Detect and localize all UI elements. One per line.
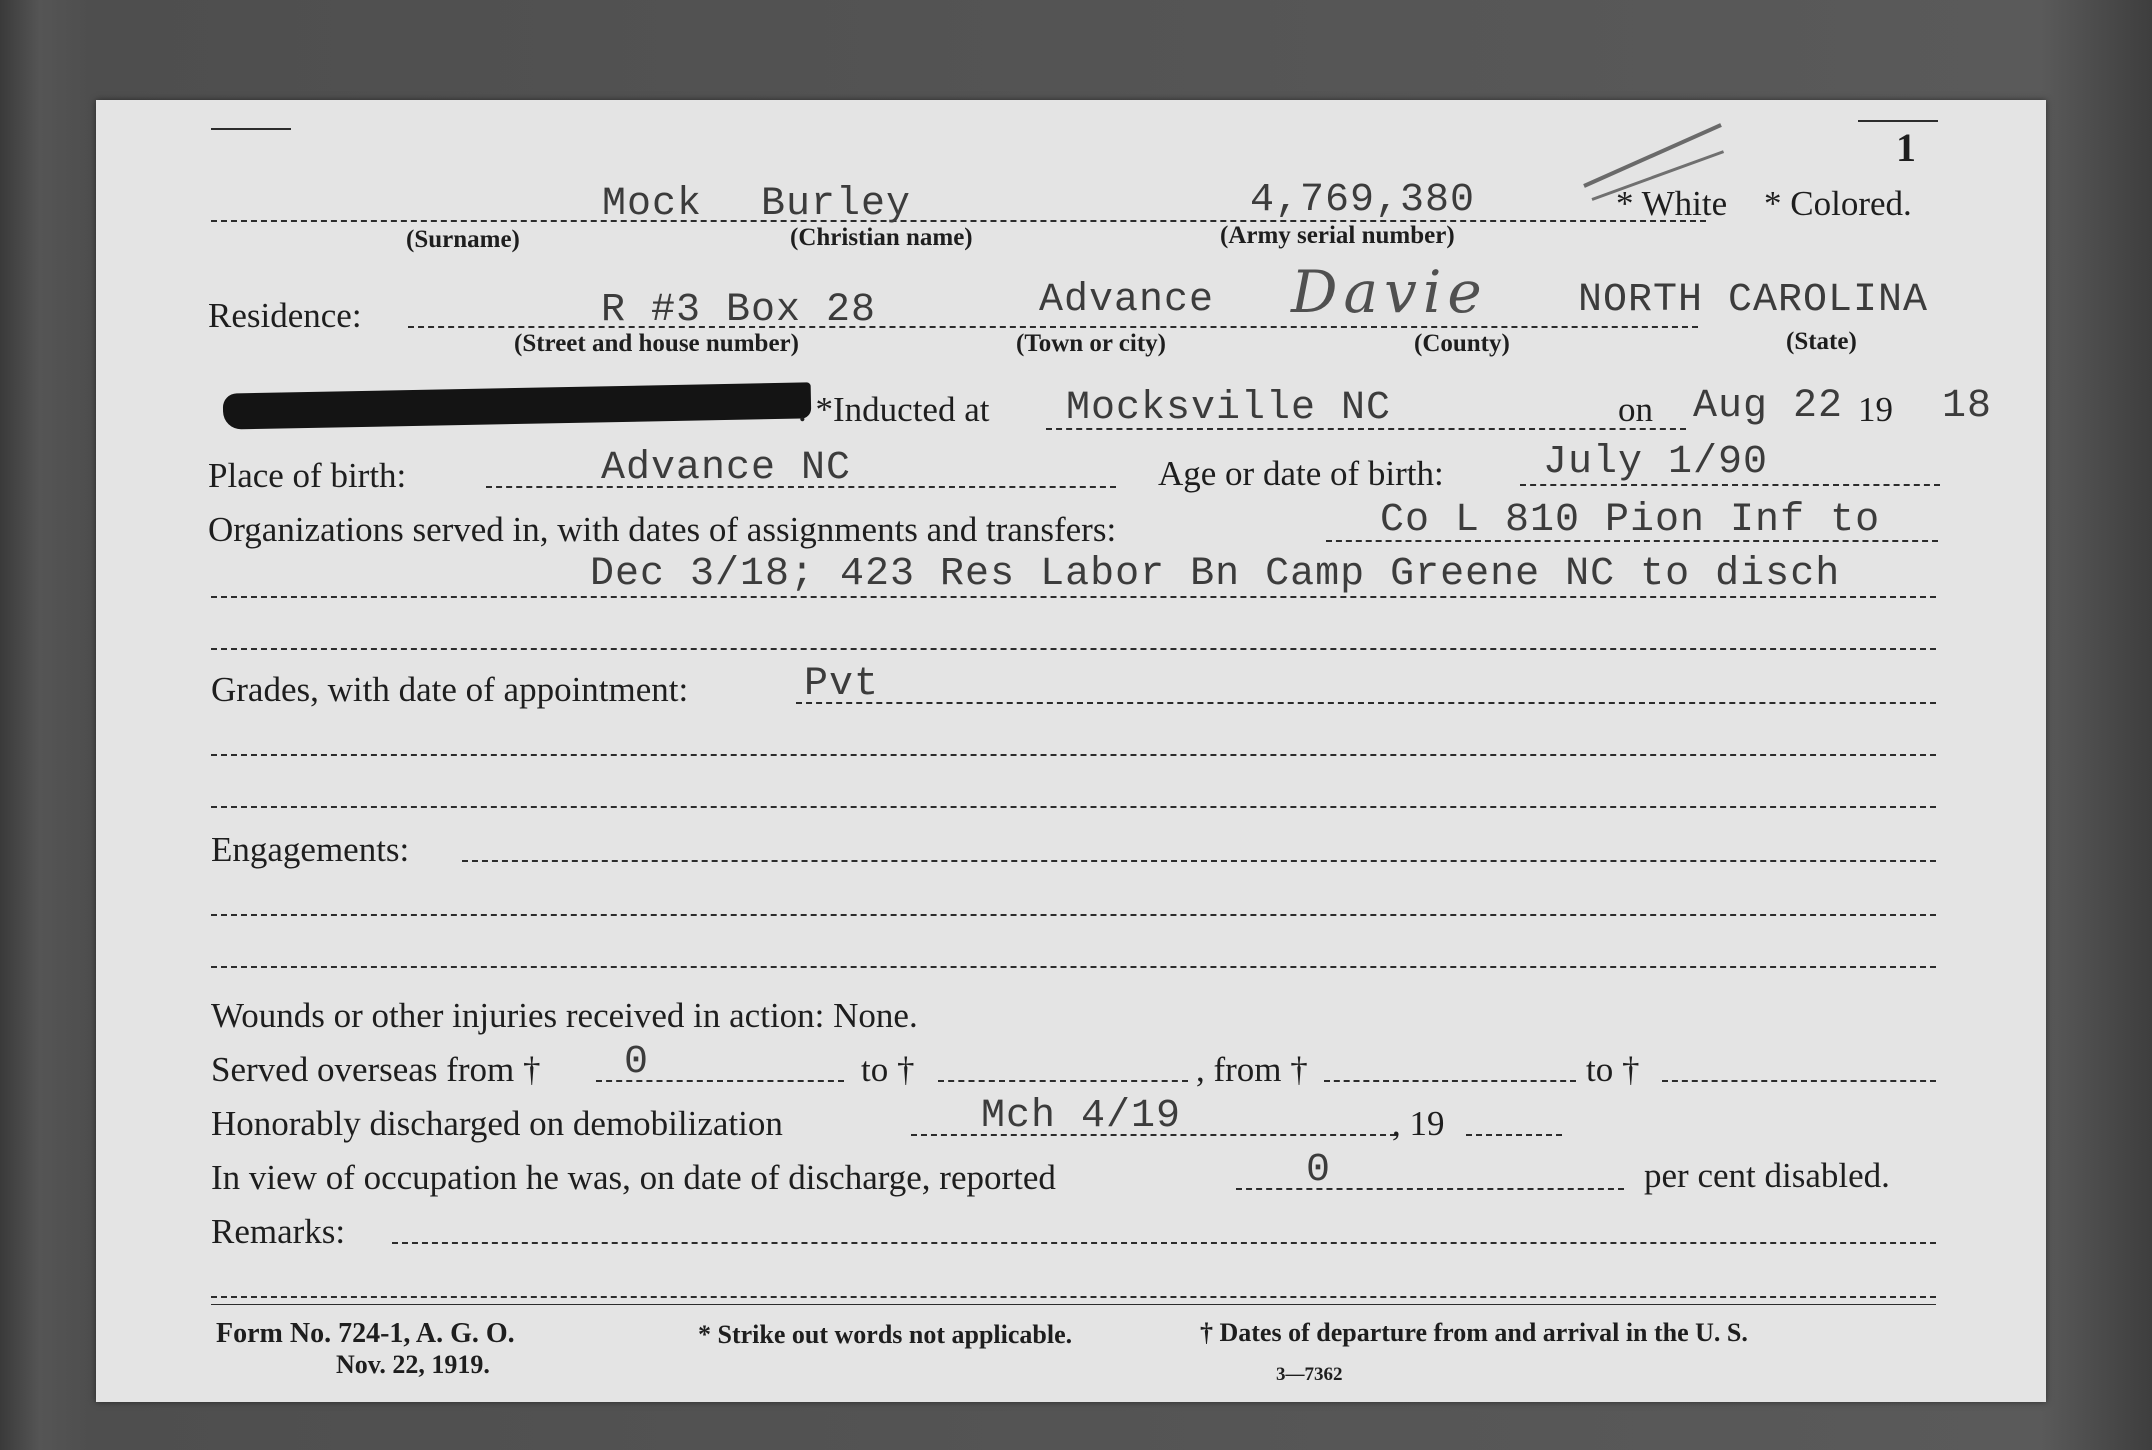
form-date: Nov. 22, 1919. xyxy=(336,1350,490,1379)
overseas-label: Served overseas from † xyxy=(211,1050,541,1089)
grades-line-1 xyxy=(796,702,1936,704)
grades-line-3 xyxy=(211,806,1936,808)
grades-line-2 xyxy=(211,754,1936,756)
induction-place-value: Mocksville NC xyxy=(1066,386,1392,431)
note-strike: * Strike out words not applicable. xyxy=(698,1320,1073,1349)
organizations-label: Organizations served in, with dates of assignments and transfers: xyxy=(208,510,1117,549)
print-code: 3—7362 xyxy=(1276,1364,1343,1385)
engagements-line-3 xyxy=(211,966,1936,968)
engagements-label: Engagements: xyxy=(211,830,410,869)
christian-name-value: Burley xyxy=(761,182,912,227)
top-left-rule xyxy=(211,128,291,130)
overseas-to-line xyxy=(938,1080,1188,1082)
birth-place-value: Advance NC xyxy=(601,446,852,491)
organizations-line-3 xyxy=(211,648,1936,650)
overseas-from-value: 0 xyxy=(624,1040,650,1085)
induction-year-prefix: 19 xyxy=(1858,390,1893,429)
residence-label: Residence: xyxy=(208,296,362,335)
birth-date-label: Age or date of birth: xyxy=(1158,454,1444,493)
state-caption: (State) xyxy=(1786,328,1857,355)
disability-line xyxy=(1236,1188,1624,1190)
induction-year-value: 18 xyxy=(1942,384,1993,429)
discharge-year-line xyxy=(1466,1134,1562,1136)
overseas-to2-label: to † xyxy=(1586,1050,1640,1089)
top-right-rule xyxy=(1858,120,1938,122)
state-value: NORTH CAROLINA xyxy=(1578,278,1929,323)
street-caption: (Street and house number) xyxy=(514,330,799,357)
service-record-card xyxy=(96,100,2046,1402)
induction-date-value: Aug 22 xyxy=(1693,384,1844,429)
county-caption: (County) xyxy=(1414,330,1510,357)
disability-value: 0 xyxy=(1306,1148,1332,1193)
grades-label: Grades, with date of appointment: xyxy=(211,670,689,709)
grades-value: Pvt xyxy=(804,662,880,707)
discharge-date-value: Mch 4/19 xyxy=(981,1094,1182,1139)
remarks-line-2 xyxy=(211,1296,1936,1298)
surname-value: Mock xyxy=(602,182,703,227)
army-serial-caption: (Army serial number) xyxy=(1220,222,1455,249)
birth-place-label: Place of birth: xyxy=(208,456,407,495)
footer-rule xyxy=(211,1304,1936,1305)
organizations-line1-value: Co L 810 Pion Inf to xyxy=(1380,498,1881,543)
county-value: Davie xyxy=(1291,258,1488,326)
overseas-from2-label: , from † xyxy=(1196,1050,1308,1089)
army-serial-value: 4,769,380 xyxy=(1250,178,1476,223)
town-caption: (Town or city) xyxy=(1016,330,1166,357)
note-dates: † Dates of departure from and arrival in the U. S. xyxy=(1200,1318,1748,1347)
remarks-label: Remarks: xyxy=(211,1212,346,1251)
remarks-line-1 xyxy=(392,1242,1936,1244)
disability-suffix: per cent disabled. xyxy=(1644,1156,1890,1195)
disability-label: In view of occupation he was, on date of discharge, reported xyxy=(211,1158,1056,1197)
overseas-from2-line xyxy=(1324,1080,1576,1082)
discharge-year-label: , 19 xyxy=(1392,1104,1445,1143)
redaction-block xyxy=(223,382,812,429)
card-number: 1 xyxy=(1896,125,1916,170)
induction-on-label: on xyxy=(1618,390,1653,429)
discharge-label: Honorably discharged on demobilization xyxy=(211,1104,783,1143)
inducted-label: . *Inducted at xyxy=(798,390,990,429)
engagements-line-2 xyxy=(211,914,1936,916)
street-value: R #3 Box 28 xyxy=(601,288,877,333)
name-line xyxy=(211,220,1706,222)
christian-name-caption: (Christian name) xyxy=(790,224,973,251)
race-colored: * Colored. xyxy=(1764,184,1912,223)
engagements-line-1 xyxy=(462,860,1936,862)
form-number: Form No. 724-1, A. G. O. xyxy=(216,1318,515,1349)
race-white: * White xyxy=(1616,184,1728,223)
overseas-to2-line xyxy=(1662,1080,1936,1082)
town-value: Advance xyxy=(1039,278,1215,323)
birth-date-value: July 1/90 xyxy=(1543,440,1769,485)
surname-caption: (Surname) xyxy=(406,226,520,253)
overseas-to-label: to † xyxy=(861,1050,915,1089)
organizations-line2-value: Dec 3/18; 423 Res Labor Bn Camp Greene NC to disch xyxy=(590,552,1841,597)
wounds-text: Wounds or other injuries received in action: None. xyxy=(211,996,918,1035)
